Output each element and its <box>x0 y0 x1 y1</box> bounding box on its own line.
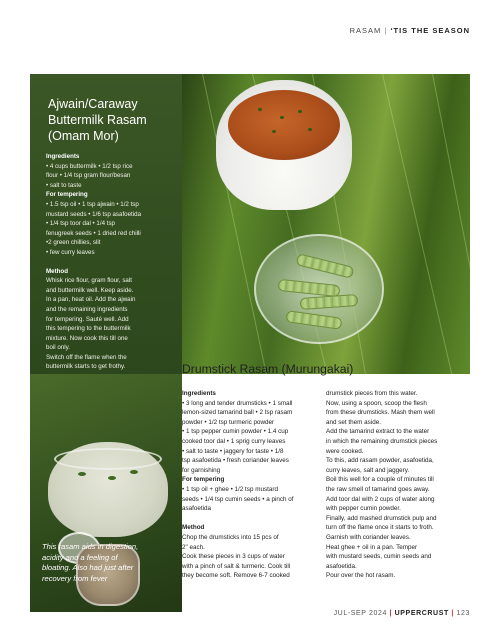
left-recipe-body: Ingredients • 4 cups buttermilk • 1/2 tsp rice flour • 1/4 tsp gram flour/besan • salt to taste For tempering • 1.5 tsp oil • 1 tsp ajwain • 1/2 tsp mustard seeds • 1/6 tsp asafoetida • 1/4 tsp toor dal • 1/4 tsp fenugreek seeds • 1 dried red chilli •2 green chillies, slit • few curry leaves Method Whisk rice flour, gram flour, salt and buttermilk well. Keep aside. In a pan, heat oil. Add the ajwain and the remaining ingredients for tempering. Sauté well. Add this tempering to the buttermilk mixture. Now cook this till one boil only. Switch off the flame when the buttermilk starts to get frothy. <box>46 152 174 372</box>
coriander-garnish <box>280 116 284 119</box>
right-recipe-column-2: drumstick pieces from this water. Now, using a spoon, scoop the flesh from these drumsticks. Mash them well and set them aside. Add the tamarind extract to the water in which the remaining drumstick pieces were cooked. To this, add rasam powder, asafoetida, curry leaves, salt and jaggery. Boil this well for a couple of minutes till the raw smell of tamarind goes away. Add toor dal with 2 cups of water along with pepper cumin powder. Finally, add mashed drumstick pulp and turn off the flame once it starts to froth. Garnish with coriander leaves. Heat ghee + oil in a pan. Temper with mustard seeds, cumin seeds and asafoetida. Pour over the hot rasam. <box>326 390 438 580</box>
rasam-bowl-image <box>216 80 352 210</box>
footer-separator: | <box>389 610 393 617</box>
tempering-heading: For tempering <box>182 476 225 484</box>
drumstick-piece <box>278 279 341 297</box>
method-heading: Method <box>46 267 68 275</box>
coriander-garnish <box>308 128 312 131</box>
bowl-rim <box>54 448 162 470</box>
buttermilk-bowl-image <box>48 442 168 537</box>
curry-leaf <box>78 472 86 476</box>
page-footer <box>334 610 470 617</box>
right-recipe-title: Drumstick Rasam (Murungakai) <box>182 362 354 376</box>
header-separator: | <box>384 26 388 35</box>
health-caption: This rasam aids in digestion, acidity and a feeling of bloating. Also had just after recovery from fever <box>42 542 139 583</box>
issue-date: JUL-SEP 2024 <box>333 610 387 617</box>
page-number: 123 <box>456 610 470 617</box>
left-recipe-title: Ajwain/Caraway Buttermilk Rasam (Omam Mor) <box>48 97 147 143</box>
drumstick-piece <box>295 253 354 279</box>
method-heading: Method <box>182 524 205 532</box>
header-title: ‘TIS THE SEASON <box>390 26 470 35</box>
tempering-heading: For tempering <box>46 191 88 199</box>
running-header <box>350 26 470 35</box>
drumstick-piece <box>300 294 359 310</box>
right-recipe-column-1: Ingredients • 3 long and tender drumsticks • 1 small lemon-sized tamarind ball • 2 tsp rasam powder • 1/2 tsp turmeric powder • 1 tsp pepper cumin powder • 1.4 cup cooked toor dal • 1 sprig curry leaves • salt to taste • jaggery for taste • 1/8 tsp asafoetida • fresh coriander leaves for garnishing For tempering • 1 tsp oil + ghee • 1/2 tsp mustard seeds • 1/4 tsp cumin seeds • a pinch of asafoetida Method Chop the drumsticks into 15 pcs of 2" each. Cook these pieces in 3 cups of water with a pinch of salt & turmeric. Cook till they become soft. Remove 6-7 cooked <box>182 389 318 581</box>
leaf-vein <box>382 74 455 374</box>
ingredients-heading: Ingredients <box>182 390 216 397</box>
coriander-garnish <box>272 130 276 133</box>
leaf-vein <box>432 74 470 374</box>
curry-leaf <box>130 470 138 474</box>
rasam-soup <box>228 90 340 160</box>
glass-plate-image <box>254 234 384 344</box>
left-recipe-panel <box>30 74 182 612</box>
ingredients-heading: Ingredients <box>46 153 80 160</box>
drumstick-piece <box>285 310 342 330</box>
coriander-garnish <box>258 108 262 111</box>
footer-separator: | <box>451 610 454 617</box>
magazine-name: UPPERCRUST <box>394 610 449 617</box>
curry-leaf <box>108 476 116 480</box>
coriander-garnish <box>298 110 302 113</box>
drumstick-rasam-photo <box>182 74 470 374</box>
header-section: RASAM <box>349 26 382 35</box>
